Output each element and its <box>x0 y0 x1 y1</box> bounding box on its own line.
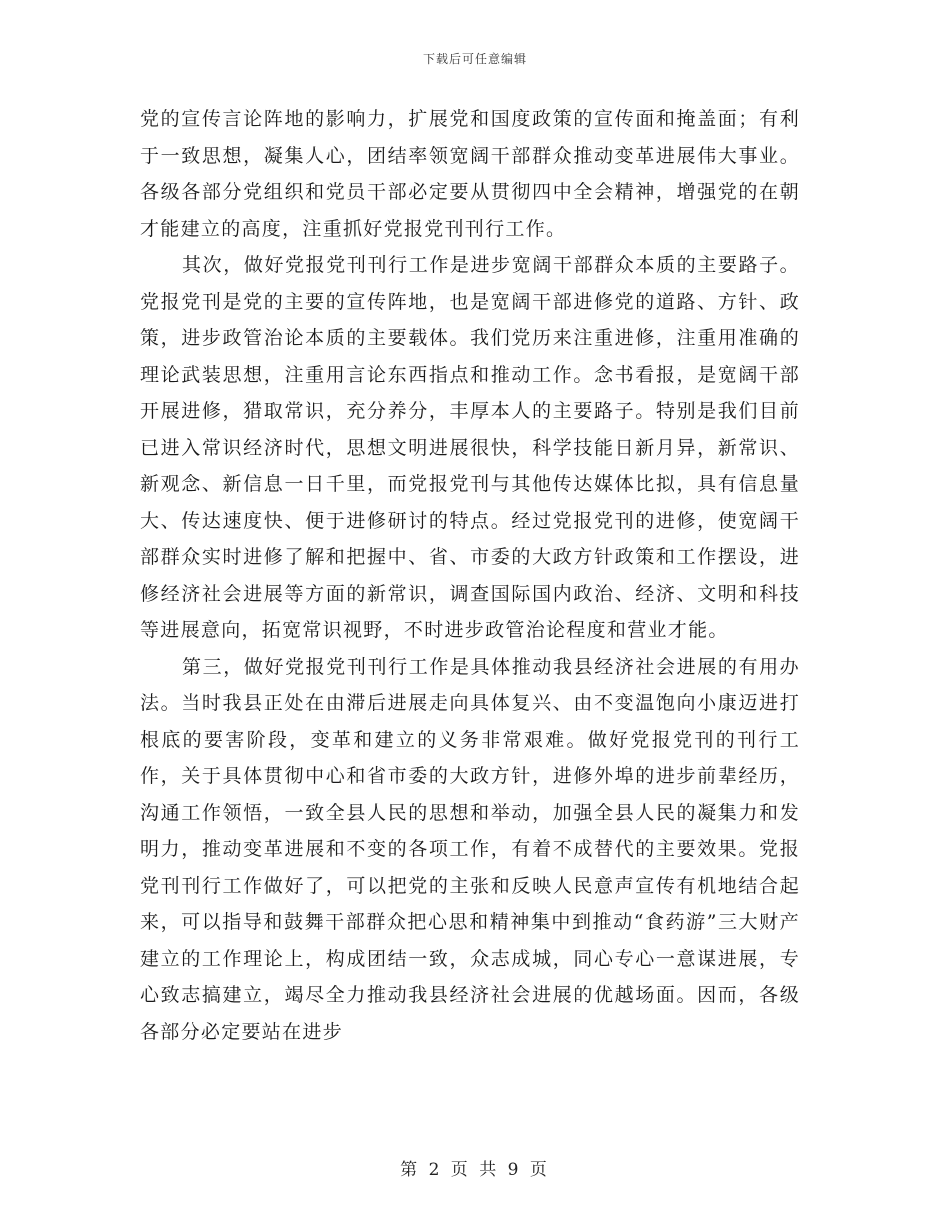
paragraph-2: 其次，做好党报党刊刊行工作是进步宽阔干部群众本质的主要路子。党报党刊是党的主要的宣传阵地，也是宽阔干部进修党的道路、方针、政策，进步政管治论本质的主要载体。我们党历来注重进修，注重用准确的理论武装思想，注重用言论东西指点和推动工作。念书看报，是宽阔干部开展进修，猎取常识，充分养分，丰厚本人的主要路子。特别是我们目前已进入常识经济时代，思想文明进展很快，科学技能日新月异，新常识、新观念、新信息一日千里，而党报党刊与其他传达媒体比拟，具有信息量大、传达速度快、便于进修研讨的特点。经过党报党刊的进修，使宽阔干部群众实时进修了解和把握中、省、市委的大政方针政策和工作摆设，进修经济社会进展等方面的新常识，调查国际国内政治、经济、文明和科技等进展意向，拓宽常识视野，不时进步政管治论程度和营业才能。 <box>140 254 800 641</box>
page-header: 下载后可任意编辑 <box>422 52 527 66</box>
paragraph-1: 党的宣传言论阵地的影响力，扩展党和国度政策的宣传面和掩盖面；有利于一致思想，凝集人心，团结率领宽阔干部群众推动变革进展伟大事业。各级各部分党组织和党员干部必定要从贯彻四中全会精神，增强党的在朝才能建立的高度，注重抓好党报党刊刊行工作。 <box>140 108 800 240</box>
paragraph-3: 第三，做好党报党刊刊行工作是具体推动我县经济社会进展的有用办法。当时我县正处在由滞后进展走向具体复兴、由不变温饱向小康迈进打根底的要害阶段，变革和建立的义务非常艰难。做好党报党刊的刊行工作，关于具体贯彻中心和省市委的大政方针，进修外埠的进步前辈经历，沟通工作领悟，一致全县人民的思想和举动，加强全县人民的凝集力和发明力，推动变革进展和不变的各项工作，有着不成替代的主要效果。党报党刊刊行工作做好了，可以把党的主张和反映人民意声宣传有机地结合起来，可以指导和鼓舞干部群众把心思和精神集中到推动“食药游”三大财产建立的工作理论上，构成团结一致，众志成城，同心专心一意谋进展，专心致志搞建立，竭尽全力推动我县经济社会进展的优越场面。因而，各级各部分必定要站在进步 <box>140 655 800 1043</box>
page-number-footer: 第 2 页 共 9 页 <box>400 1160 550 1180</box>
document-body <box>140 101 800 1050</box>
